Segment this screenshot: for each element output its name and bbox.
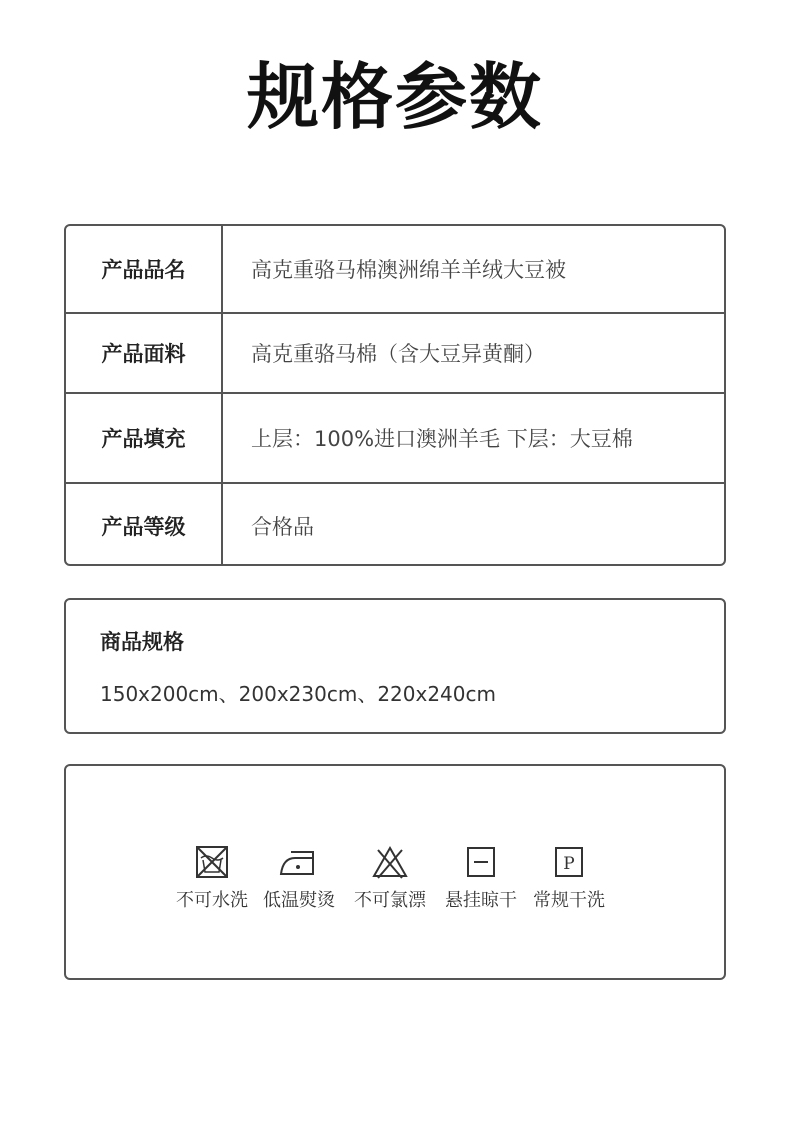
low-iron-icon xyxy=(277,844,321,880)
spec-label: 产品等级 xyxy=(66,484,223,566)
care-item xyxy=(340,844,440,912)
no-wash-icon xyxy=(192,844,232,880)
care-item xyxy=(519,844,619,912)
hang-dry-icon xyxy=(461,844,501,880)
care-item xyxy=(431,844,531,912)
spec-value: 高克重骆马棉（含大豆异黄酮） xyxy=(251,342,545,366)
spec-table xyxy=(64,224,726,566)
spec-row-fabric xyxy=(66,312,724,392)
size-value: 150x200cm、200x230cm、220x240cm xyxy=(100,682,496,706)
dry-clean-icon xyxy=(549,844,589,880)
care-label: 不可氯漂 xyxy=(354,890,426,911)
no-bleach-icon xyxy=(370,844,410,880)
spec-value: 合格品 xyxy=(251,515,314,539)
spec-row-filling xyxy=(66,392,724,482)
size-title: 商品规格 xyxy=(100,630,184,654)
care-item xyxy=(249,844,349,912)
care-item xyxy=(162,844,262,912)
care-label: 不可水洗 xyxy=(176,890,248,911)
care-label: 常规干洗 xyxy=(533,890,605,911)
spec-label: 产品面料 xyxy=(66,314,223,392)
care-label: 低温熨烫 xyxy=(263,890,335,911)
dry-clean-symbol: P xyxy=(563,854,575,874)
spec-label: 产品品名 xyxy=(66,226,223,312)
size-section xyxy=(64,598,726,734)
page-title: 规格参数 xyxy=(246,55,543,139)
spec-label: 产品填充 xyxy=(66,394,223,482)
spec-row-name xyxy=(66,226,724,312)
spec-row-grade xyxy=(66,482,724,566)
spec-value: 高克重骆马棉澳洲绵羊羊绒大豆被 xyxy=(251,258,566,282)
care-label: 悬挂晾干 xyxy=(445,890,517,911)
care-section xyxy=(64,764,726,980)
spec-value: 上层：100%进口澳洲羊毛 下层：大豆棉 xyxy=(251,427,633,451)
